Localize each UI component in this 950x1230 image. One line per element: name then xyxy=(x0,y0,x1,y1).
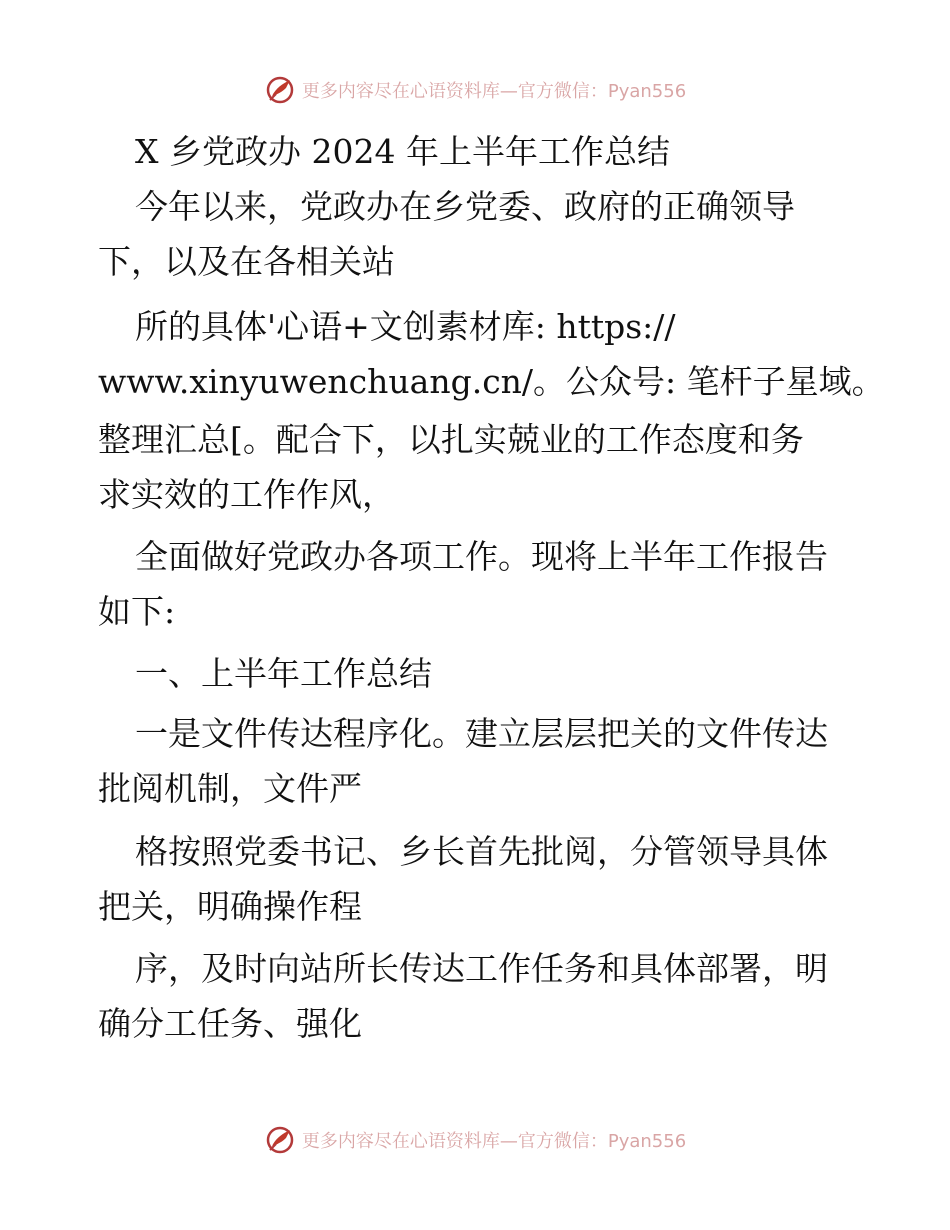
footer-watermark-wechat: 官方微信：Pyan556 xyxy=(517,1131,687,1152)
quill-swirl-logo-icon xyxy=(264,1124,296,1156)
quill-swirl-logo-icon xyxy=(264,74,296,106)
header-watermark xyxy=(0,70,950,110)
section-heading: 一、上半年工作总结 xyxy=(135,654,432,693)
text-line: 一是文件传达程序化。建立层层把关的文件传达 xyxy=(135,714,828,753)
footer-watermark xyxy=(0,1120,950,1160)
text-line: 把关，明确操作程 xyxy=(98,887,362,926)
text-line: 所的具体'心语+文创素材库: https:// xyxy=(135,307,676,346)
text-line: 批阅机制，文件严 xyxy=(98,769,362,808)
text-line: 整理汇总[。配合下，以扎实兢业的工作态度和务 xyxy=(98,420,804,459)
text-line: 全面做好党政办各项工作。现将上半年工作报告 xyxy=(135,537,828,576)
document-title: X 乡党政办 2024 年上半年工作总结 xyxy=(135,132,670,171)
text-line: 下，以及在各相关站 xyxy=(98,242,395,281)
header-watermark-text: 更多内容尽在心语资料库— xyxy=(301,81,518,102)
text-line: 格按照党委书记、乡长首先批阅，分管领导具体 xyxy=(135,832,828,871)
footer-watermark-text: 更多内容尽在心语资料库— xyxy=(301,1131,518,1152)
text-line: 序，及时向站所长传达工作任务和具体部署，明 xyxy=(135,949,828,988)
text-line: www.xinyuwenchuang.cn/。公众号: 笔杆子星域。 xyxy=(98,362,885,401)
text-line: 今年以来，党政办在乡党委、政府的正确领导 xyxy=(135,187,795,226)
text-line: 求实效的工作作风， xyxy=(98,475,395,514)
text-line: 如下: xyxy=(98,592,176,631)
text-line: 确分工任务、强化 xyxy=(98,1004,362,1043)
header-watermark-wechat: 官方微信：Pyan556 xyxy=(517,81,687,102)
